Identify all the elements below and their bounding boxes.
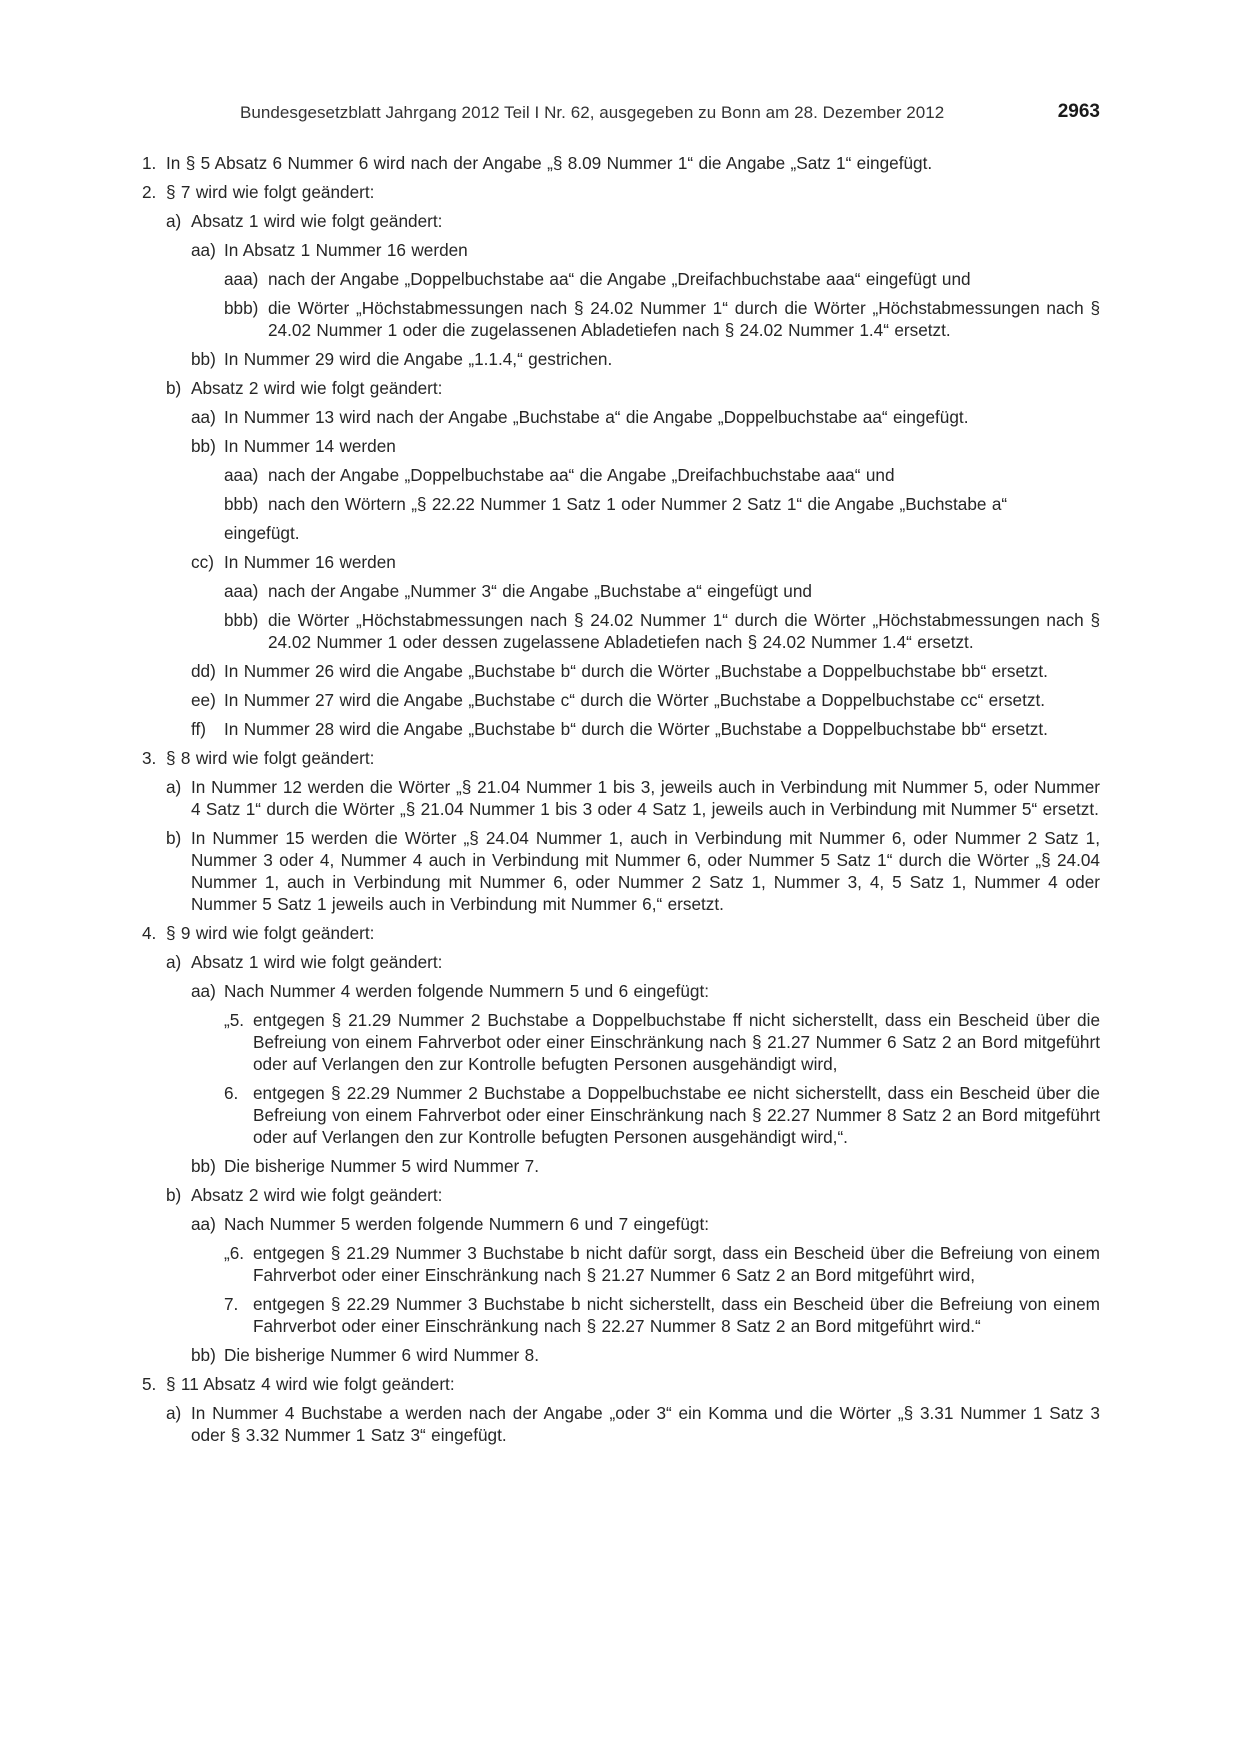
item-label: „6. bbox=[224, 1243, 245, 1263]
item-label: aa) bbox=[191, 240, 216, 260]
item-label: aa) bbox=[191, 407, 216, 427]
item-label: bbb) bbox=[224, 298, 259, 318]
list-item bbox=[142, 181, 1100, 203]
item-label: „5. bbox=[224, 1010, 245, 1030]
item-text: In Absatz 1 Nummer 16 werden bbox=[224, 240, 468, 260]
item-label: ff) bbox=[191, 719, 206, 739]
item-text: nach den Wörtern „§ 22.22 Nummer 1 Satz 1 oder Nummer 2 Satz 1“ die Angabe „Buchstabe a“ bbox=[268, 494, 1008, 514]
item-label: aaa) bbox=[224, 465, 259, 485]
item-label: b) bbox=[166, 828, 182, 848]
document-body bbox=[142, 152, 1100, 1453]
item-text: nach der Angabe „Doppelbuchstabe aa“ die Angabe „Dreifachbuchstabe aaa“ eingefügt und bbox=[268, 269, 971, 289]
item-label: aa) bbox=[191, 1214, 216, 1234]
item-text: Absatz 2 wird wie folgt geändert: bbox=[191, 378, 443, 398]
item-label: a) bbox=[166, 1403, 182, 1423]
item-text: § 8 wird wie folgt geändert: bbox=[166, 748, 375, 768]
item-text: entgegen § 21.29 Nummer 2 Buchstabe a Doppelbuchstabe ff nicht sicherstellt, dass ein Bescheid über die Befreiung von einem Fahrverbot oder einer Einschränkung nach § 21.27 Nummer 6 Satz 2 an Bord mitgeführt oder auf Verlangen den zur Kontrolle befugten Personen ausgehändigt wird, bbox=[253, 1010, 1100, 1074]
list-item bbox=[142, 660, 1100, 682]
item-text: nach der Angabe „Nummer 3“ die Angabe „Buchstabe a“ eingefügt und bbox=[268, 581, 812, 601]
item-text: Die bisherige Nummer 6 wird Nummer 8. bbox=[224, 1345, 539, 1365]
list-item bbox=[142, 1213, 1100, 1235]
running-head: Bundesgesetzblatt Jahrgang 2012 Teil I Nr. 62, ausgegeben zu Bonn am 28. Dezember 2012 bbox=[240, 103, 945, 122]
item-text: entgegen § 22.29 Nummer 2 Buchstabe a Doppelbuchstabe ee nicht sicherstellt, dass ein Bescheid über die Befreiung von einem Fahrverbot oder einer Einschränkung nach § 22.27 Nummer 8 Satz 2 an Bord mitgeführt oder auf Verlangen den zur Kontrolle befugten Personen ausgehändigt wird,“. bbox=[253, 1083, 1100, 1147]
list-item bbox=[142, 493, 1100, 515]
item-text: In Nummer 12 werden die Wörter „§ 21.04 Nummer 1 bis 3, jeweils auch in Verbindung mit Nummer 5, oder Nummer 4 Satz 1“ durch die Wörter „§ 21.04 Nummer 1 bis 3 oder 4 Satz 1, jeweils auch in Verbindung mit Nummer 5“ ersetzt. bbox=[191, 777, 1100, 819]
item-text: § 7 wird wie folgt geändert: bbox=[166, 182, 375, 202]
list-item bbox=[142, 377, 1100, 399]
list-item bbox=[142, 1344, 1100, 1366]
item-label: 1. bbox=[142, 153, 157, 173]
item-text: In Nummer 28 wird die Angabe „Buchstabe b“ durch die Wörter „Buchstabe a Doppelbuchstabe bb“ ersetzt. bbox=[224, 719, 1048, 739]
list-item bbox=[142, 1402, 1100, 1446]
item-text: Absatz 1 wird wie folgt geändert: bbox=[191, 952, 443, 972]
list-item bbox=[142, 1009, 1100, 1075]
item-label: bbb) bbox=[224, 610, 259, 630]
item-text: Die bisherige Nummer 5 wird Nummer 7. bbox=[224, 1156, 539, 1176]
item-text: nach der Angabe „Doppelbuchstabe aa“ die Angabe „Dreifachbuchstabe aaa“ und bbox=[268, 465, 895, 485]
item-text: Absatz 2 wird wie folgt geändert: bbox=[191, 1185, 443, 1205]
item-label: b) bbox=[166, 1185, 182, 1205]
item-text: In Nummer 16 werden bbox=[224, 552, 396, 572]
item-text: In Nummer 26 wird die Angabe „Buchstabe b“ durch die Wörter „Buchstabe a Doppelbuchstabe bb“ ersetzt. bbox=[224, 661, 1048, 681]
list-item bbox=[142, 951, 1100, 973]
list-item bbox=[142, 239, 1100, 261]
item-label: dd) bbox=[191, 661, 216, 681]
item-label: ee) bbox=[191, 690, 216, 710]
item-label: bb) bbox=[191, 436, 216, 456]
item-label: 6. bbox=[224, 1083, 239, 1103]
item-text: eingefügt. bbox=[224, 523, 300, 543]
item-text: In Nummer 29 wird die Angabe „1.1.4,“ gestrichen. bbox=[224, 349, 613, 369]
list-item bbox=[142, 718, 1100, 740]
list-item bbox=[142, 551, 1100, 573]
item-text: In Nummer 14 werden bbox=[224, 436, 396, 456]
item-label: aaa) bbox=[224, 581, 259, 601]
item-label: 3. bbox=[142, 748, 157, 768]
list-item bbox=[142, 297, 1100, 341]
item-label: aa) bbox=[191, 981, 216, 1001]
item-label: a) bbox=[166, 952, 182, 972]
list-item bbox=[142, 689, 1100, 711]
item-text: Nach Nummer 5 werden folgende Nummern 6 und 7 eingefügt: bbox=[224, 1214, 710, 1234]
list-item bbox=[142, 980, 1100, 1002]
list-item bbox=[142, 747, 1100, 769]
item-label: 4. bbox=[142, 923, 157, 943]
item-label: cc) bbox=[191, 552, 214, 572]
list-item bbox=[142, 1242, 1100, 1286]
list-item bbox=[142, 922, 1100, 944]
item-text: entgegen § 22.29 Nummer 3 Buchstabe b nicht sicherstellt, dass ein Bescheid über die Befreiung von einem Fahrverbot oder einer Einschränkung nach § 22.27 Nummer 8 Satz 2 an Bord mitgeführt wird.“ bbox=[253, 1294, 1100, 1336]
item-label: bbb) bbox=[224, 494, 259, 514]
list-item bbox=[142, 268, 1100, 290]
item-label: 7. bbox=[224, 1294, 239, 1314]
list-item bbox=[142, 464, 1100, 486]
list-item bbox=[142, 827, 1100, 915]
list-item bbox=[142, 1293, 1100, 1337]
item-label: a) bbox=[166, 211, 182, 231]
list-item bbox=[142, 348, 1100, 370]
list-item bbox=[142, 435, 1100, 457]
item-label: 5. bbox=[142, 1374, 157, 1394]
item-text: entgegen § 21.29 Nummer 3 Buchstabe b nicht dafür sorgt, dass ein Bescheid über die Befreiung von einem Fahrverbot oder einer Einschränkung nach § 21.27 Nummer 6 Satz 2 an Bord mitgeführt wird, bbox=[253, 1243, 1100, 1285]
list-item bbox=[142, 1184, 1100, 1206]
page-number: 2963 bbox=[1057, 101, 1100, 122]
list-item bbox=[142, 152, 1100, 174]
item-text: In Nummer 27 wird die Angabe „Buchstabe c“ durch die Wörter „Buchstabe a Doppelbuchstabe cc“ ersetzt. bbox=[224, 690, 1046, 710]
item-text: Absatz 1 wird wie folgt geändert: bbox=[191, 211, 443, 231]
list-item bbox=[142, 406, 1100, 428]
item-label: 2. bbox=[142, 182, 157, 202]
item-label: bb) bbox=[191, 1156, 216, 1176]
item-text: Nach Nummer 4 werden folgende Nummern 5 und 6 eingefügt: bbox=[224, 981, 710, 1001]
item-text: § 9 wird wie folgt geändert: bbox=[166, 923, 375, 943]
item-text: In Nummer 13 wird nach der Angabe „Buchstabe a“ die Angabe „Doppelbuchstabe aa“ eingefügt. bbox=[224, 407, 969, 427]
item-label: aaa) bbox=[224, 269, 259, 289]
item-text: In § 5 Absatz 6 Nummer 6 wird nach der Angabe „§ 8.09 Nummer 1“ die Angabe „Satz 1“ eingefügt. bbox=[166, 153, 933, 173]
list-item bbox=[142, 1155, 1100, 1177]
item-label: bb) bbox=[191, 1345, 216, 1365]
item-label: b) bbox=[166, 378, 182, 398]
item-text: die Wörter „Höchstabmessungen nach § 24.02 Nummer 1“ durch die Wörter „Höchstabmessungen nach § 24.02 Nummer 1 oder dessen zugelassene Abladetiefen nach § 24.02 Nummer 1.4“ ersetzt. bbox=[268, 610, 1100, 652]
list-item bbox=[142, 210, 1100, 232]
item-text: die Wörter „Höchstabmessungen nach § 24.02 Nummer 1“ durch die Wörter „Höchstabmessungen nach § 24.02 Nummer 1 oder die zugelassenen Abladetiefen nach § 24.02 Nummer 1.4“ ersetzt. bbox=[268, 298, 1100, 340]
item-label: bb) bbox=[191, 349, 216, 369]
item-label: a) bbox=[166, 777, 182, 797]
page-header bbox=[240, 101, 1100, 127]
list-item bbox=[142, 522, 1100, 544]
item-text: In Nummer 4 Buchstabe a werden nach der Angabe „oder 3“ ein Komma und die Wörter „§ 3.31 Nummer 1 Satz 3 oder § 3.32 Nummer 1 Satz 3“ eingefügt. bbox=[191, 1403, 1100, 1445]
item-text: § 11 Absatz 4 wird wie folgt geändert: bbox=[166, 1374, 455, 1394]
list-item bbox=[142, 776, 1100, 820]
item-text: In Nummer 15 werden die Wörter „§ 24.04 Nummer 1, auch in Verbindung mit Nummer 6, oder Nummer 2 Satz 1, Nummer 3 oder 4, Nummer 4 auch in Verbindung mit Nummer 6, oder Nummer 5 Satz 1“ durch die Wörter „§ 24.04 Nummer 1, auch in Verbindung mit Nummer 6, oder Nummer 2 Satz 1, Nummer 3, 4, 5 Satz 1, Nummer 4 oder Nummer 5 Satz 1 jeweils auch in Verbindung mit Nummer 6,“ ersetzt. bbox=[191, 828, 1100, 914]
list-item bbox=[142, 1373, 1100, 1395]
list-item bbox=[142, 1082, 1100, 1148]
list-item bbox=[142, 609, 1100, 653]
list-item bbox=[142, 580, 1100, 602]
